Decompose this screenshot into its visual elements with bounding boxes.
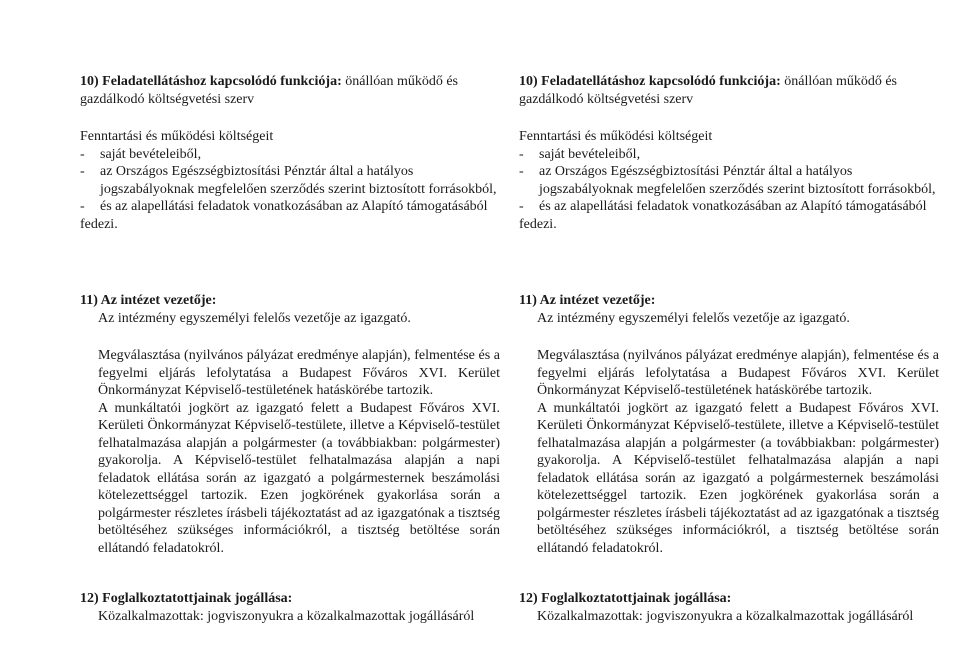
funding-outro: fedezi. [519, 216, 557, 232]
section-12 [80, 590, 500, 625]
section-12-title: 12) Foglalkoztatottjainak jogállása: [80, 591, 293, 606]
funding-item-2: az Országos Egészségbiztosítási Pénztár által a hatályos jogszabályoknak megfelelően szerződés szerint biztosított forrásokból, [539, 164, 936, 197]
section-10-funding [519, 128, 939, 233]
list-item: - és az alapellátási feladatok vonatkozásában az Alapító támogatásából [80, 198, 500, 216]
section-11-title: 11) Az intézet vezetője: [519, 293, 656, 308]
section-11-paragraph-1: Megválasztása (nyilvános pályázat eredménye alapján), felmentése és a fegyelmi eljárás lefolytatása a Budapest Főváros XVI. Kerület Önkormányzat Képviselő-testületének hatáskörébe tartozik. [98, 348, 500, 398]
right-column [519, 0, 939, 655]
section-10-title-rest: önállóan működő és gazdálkodó költségvetési szerv [519, 74, 898, 107]
section-10-heading [519, 73, 939, 108]
section-11-line: Az intézmény egyszemélyi felelős vezetője az igazgató. [98, 310, 411, 326]
section-12-line: Közalkalmazottak: jogviszonyukra a közalkalmazottak jogállásáról [537, 608, 914, 624]
section-11-line: Az intézmény egyszemélyi felelős vezetője az igazgató. [537, 310, 850, 326]
section-11-title: 11) Az intézet vezetője: [80, 293, 217, 308]
list-item: - az Országos Egészségbiztosítási Pénztár által a hatályos jogszabályoknak megfelelően szerződés szerint biztosított forrásokból, [80, 163, 500, 198]
section-12-line: Közalkalmazottak: jogviszonyukra a közalkalmazottak jogállásáról [98, 608, 475, 624]
list-item: - saját bevételeiből, [519, 146, 939, 164]
section-10-title: Feladatellátáshoz kapcsolódó funkciója: [541, 74, 781, 89]
section-10-title-rest: önállóan működő és gazdálkodó költségvetési szerv [80, 74, 459, 107]
funding-intro: Fenntartási és működési költségeit [80, 129, 274, 144]
section-10-funding [80, 128, 500, 233]
section-12 [519, 590, 939, 625]
funding-outro: fedezi. [80, 216, 118, 232]
section-11-paragraph-2: A munkáltatói jogkört az igazgató felett a Budapest Főváros XVI. Kerületi Önkormányzat Képviselő-testülete, illetve a Képviselő-testület felhatalmazása alapján a polgármester (a továbbiakban: polgármester) gyakorolja. A Képviselő-testület felhatalmazása alapján a napi feladatok ellátása során az igazgató a polgármesternek beszámolási kötelezettséggel tartozik. Ezen jogkörének gyakorlása során a polgármester részletes írásbeli tájékoztatást ad az igazgatónak a tisztség betöltéséhez szükséges információkról, a tisztség betöltése során ellátandó feladatokról. [98, 400, 500, 556]
list-item: - saját bevételeiből, [80, 146, 500, 164]
section-10-number: 10) [80, 74, 99, 89]
funding-item-3: és az alapellátási feladatok vonatkozásában az Alapító támogatásából [539, 199, 927, 214]
section-10-number: 10) [519, 74, 538, 89]
section-10-heading [80, 73, 500, 108]
funding-item-1: saját bevételeiből, [539, 146, 641, 162]
section-10-title: Feladatellátáshoz kapcsolódó funkciója: [102, 74, 342, 89]
section-11-header [519, 292, 939, 327]
section-11-paragraph-1: Megválasztása (nyilvános pályázat eredménye alapján), felmentése és a fegyelmi eljárás lefolytatása a Budapest Főváros XVI. Kerület Önkormányzat Képviselő-testületének hatáskörébe tartozik. [537, 348, 939, 398]
section-11-paragraph-2: A munkáltatói jogkört az igazgató felett a Budapest Főváros XVI. Kerületi Önkormányzat Képviselő-testülete, illetve a Képviselő-testület felhatalmazása alapján a polgármester (a továbbiakban: polgármester) gyakorolja. A Képviselő-testület felhatalmazása alapján a napi feladatok ellátása során az igazgató a polgármesternek beszámolási kötelezettséggel tartozik. Ezen jogkörének gyakorlása során a polgármester részletes írásbeli tájékoztatást ad az igazgatónak a tisztség betöltéséhez szükséges információkról, a tisztség betöltése során ellátandó feladatokról. [537, 400, 939, 556]
section-11-header [80, 292, 500, 327]
section-12-title: 12) Foglalkoztatottjainak jogállása: [519, 591, 732, 606]
section-11-body [80, 347, 500, 557]
list-item: - és az alapellátási feladatok vonatkozásában az Alapító támogatásából [519, 198, 939, 216]
section-11-body [519, 347, 939, 557]
list-item: - az Országos Egészségbiztosítási Pénztár által a hatályos jogszabályoknak megfelelően szerződés szerint biztosított forrásokból, [519, 163, 939, 198]
funding-item-3: és az alapellátási feladatok vonatkozásában az Alapító támogatásából [100, 199, 488, 214]
funding-item-2: az Országos Egészségbiztosítási Pénztár által a hatályos jogszabályoknak megfelelően szerződés szerint biztosított forrásokból, [100, 164, 497, 197]
left-column [80, 0, 500, 655]
funding-item-1: saját bevételeiből, [100, 146, 202, 162]
funding-intro: Fenntartási és működési költségeit [519, 129, 713, 144]
